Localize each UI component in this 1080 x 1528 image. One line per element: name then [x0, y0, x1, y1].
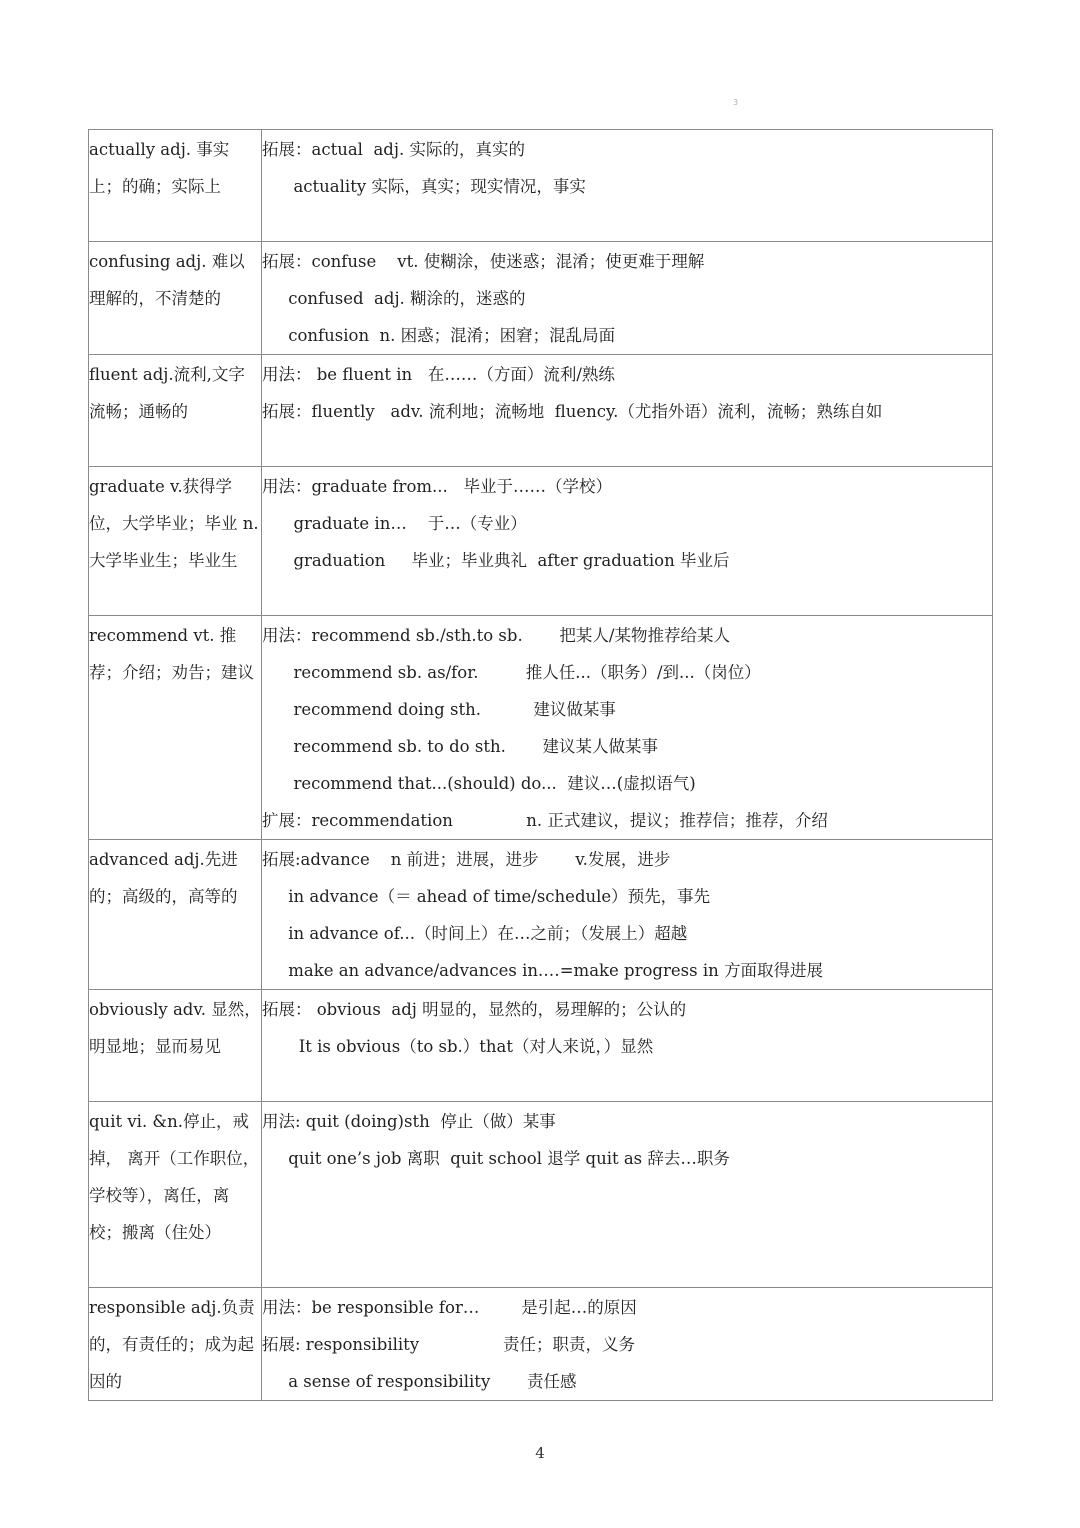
word-cell: confusing adj. 难以理解的，不清楚的	[89, 242, 262, 355]
usage-line: 拓展: responsibility 责任；职责，义务	[262, 1335, 636, 1354]
usage-cell	[262, 840, 993, 990]
usage-line: in advance（＝ ahead of time/schedule）预先，事先	[262, 887, 711, 906]
usage-line: 拓展:advance n 前进；进展，进步 v.发展，进步	[262, 850, 671, 869]
usage-line: a sense of responsibility 责任感	[262, 1372, 577, 1391]
usage-line: 用法： be fluent in 在……（方面）流利/熟练	[262, 365, 615, 384]
table-row	[89, 990, 993, 1102]
usage-line: recommend sb. as/for. 推人任...（职务）/到...（岗位）	[262, 663, 761, 682]
usage-line: 用法：recommend sb./sth.to sb. 把某人/某物推荐给某人	[262, 626, 730, 645]
word-cell: graduate v.获得学位，大学毕业；毕业 n.大学毕业生；毕业生	[89, 467, 262, 616]
word-cell: responsible adj.负责的，有责任的；成为起因的	[89, 1288, 262, 1401]
table-row	[89, 130, 993, 242]
word-cell: recommend vt. 推荐；介绍；劝告；建议	[89, 616, 262, 840]
table-row	[89, 242, 993, 355]
usage-line: recommend sb. to do sth. 建议某人做某事	[262, 737, 659, 756]
usage-line: 拓展：actual adj. 实际的，真实的	[262, 140, 525, 159]
table-row	[89, 467, 993, 616]
table-row	[89, 616, 993, 840]
word-cell: advanced adj.先进的；高级的，高等的	[89, 840, 262, 990]
table-row	[89, 840, 993, 990]
word-cell: actually adj. 事实上；的确；实际上	[89, 130, 262, 242]
usage-line: graduate in… 于…（专业）	[262, 514, 527, 533]
usage-line: in advance of...（时间上）在…之前；（发展上）超越	[262, 924, 688, 943]
vocabulary-table	[88, 129, 993, 1401]
usage-line: recommend that...(should) do... 建议…(虚拟语气)	[262, 774, 696, 793]
usage-cell	[262, 1102, 993, 1288]
usage-line: confused adj. 糊涂的，迷惑的	[262, 289, 526, 308]
usage-line: 拓展： obvious adj 明显的，显然的，易理解的；公认的	[262, 1000, 687, 1019]
usage-line: 拓展：fluently adv. 流利地；流畅地 fluency.（尤指外语）流利，流畅；熟练自如	[262, 402, 883, 421]
usage-cell	[262, 1288, 993, 1401]
usage-cell	[262, 467, 993, 616]
table-row	[89, 1288, 993, 1401]
usage-line: It is obvious（to sb.）that（对人来说，）显然	[262, 1037, 654, 1056]
usage-line: actuality 实际，真实；现实情况，事实	[262, 177, 586, 196]
table-row	[89, 1102, 993, 1288]
usage-line: recommend doing sth. 建议做某事	[262, 700, 616, 719]
word-cell: obviously adv. 显然，明显地；显而易见	[89, 990, 262, 1102]
usage-cell	[262, 616, 993, 840]
usage-cell	[262, 130, 993, 242]
usage-line: 扩展：recommendation n. 正式建议，提议；推荐信；推荐，介绍	[262, 811, 828, 830]
usage-line: 用法：be responsible for… 是引起…的原因	[262, 1298, 637, 1317]
table-row	[89, 355, 993, 467]
word-cell: fluent adj.流利,文字流畅；通畅的	[89, 355, 262, 467]
usage-line: quit one’s job 离职 quit school 退学 quit as 辞去…职务	[262, 1149, 730, 1168]
usage-cell	[262, 990, 993, 1102]
usage-line: 用法：graduate from... 毕业于……（学校）	[262, 477, 612, 496]
usage-line: graduation 毕业；毕业典礼 after graduation 毕业后	[262, 551, 730, 570]
page-number: 4	[535, 1444, 545, 1462]
usage-cell	[262, 242, 993, 355]
usage-line: 用法: quit (doing)sth 停止（做）某事	[262, 1112, 556, 1131]
usage-line: 拓展：confuse vt. 使糊涂，使迷惑；混淆；使更难于理解	[262, 252, 705, 271]
usage-line: confusion n. 困惑；混淆；困窘；混乱局面	[262, 326, 616, 345]
usage-cell	[262, 355, 993, 467]
page-corner-mark: 3	[733, 98, 739, 107]
word-cell: quit vi. &n.停止，戒掉， 离开（工作职位，学校等），离任，离校；搬离（住处）	[89, 1102, 262, 1288]
usage-line: make an advance/advances in.…=make progress in 方面取得进展	[262, 961, 823, 980]
